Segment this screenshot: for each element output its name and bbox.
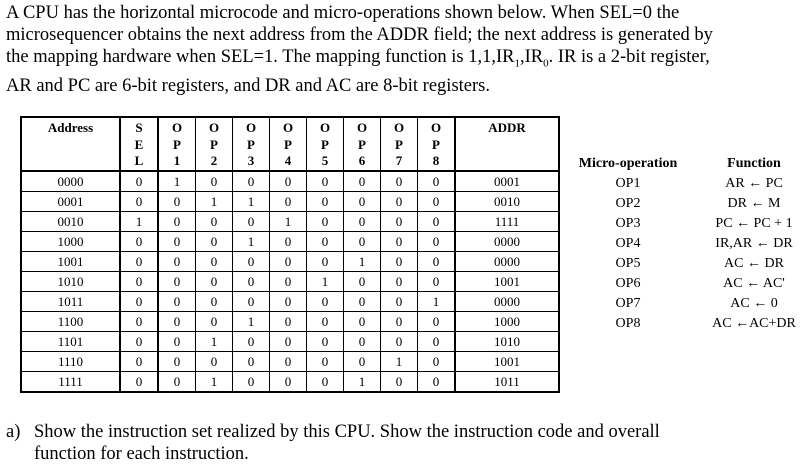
cell-sel: 1 bbox=[120, 211, 158, 231]
statement-line: AR and PC are 6-bit registers, and DR and AC are 8-bit registers. bbox=[6, 75, 490, 96]
microop-function: AC ← 0 bbox=[730, 296, 778, 311]
cell-op-bit: 0 bbox=[196, 211, 233, 231]
statement-line: microsequencer obtains the next address from the ADDR field; the next address is generated by bbox=[6, 25, 713, 45]
cell-sel: 0 bbox=[120, 371, 158, 392]
header-op4: O P 4 bbox=[270, 117, 307, 171]
cell-address: 0010 bbox=[21, 211, 120, 231]
microop-name: OP8 bbox=[615, 316, 641, 331]
microop-row bbox=[562, 214, 812, 234]
cell-op-bit: 0 bbox=[381, 331, 418, 351]
cell-op-bit: 0 bbox=[307, 311, 344, 331]
cell-op-bit: 0 bbox=[158, 271, 196, 291]
cell-next-addr: 0000 bbox=[455, 251, 559, 271]
problem-statement bbox=[6, 2, 806, 97]
cell-op-bit: 0 bbox=[381, 231, 418, 251]
cell-op-bit: 0 bbox=[307, 331, 344, 351]
cell-op-bit: 0 bbox=[418, 271, 456, 291]
cell-op-bit: 0 bbox=[307, 171, 344, 192]
cell-op-bit: 1 bbox=[233, 191, 270, 211]
table-row bbox=[21, 191, 559, 211]
cell-next-addr: 1001 bbox=[455, 351, 559, 371]
microop-row bbox=[562, 194, 812, 214]
question-line: Show the instruction set realized by this CPU. Show the instruction code and overall bbox=[34, 422, 660, 442]
cell-op-bit: 1 bbox=[158, 171, 196, 192]
cell-op-bit: 0 bbox=[307, 351, 344, 371]
cell-op-bit: 0 bbox=[196, 311, 233, 331]
microop-function: DR ← M bbox=[727, 196, 781, 211]
cell-next-addr: 1001 bbox=[455, 271, 559, 291]
cell-op-bit: 0 bbox=[307, 211, 344, 231]
cell-op-bit: 0 bbox=[233, 371, 270, 392]
cell-op-bit: 0 bbox=[344, 231, 381, 251]
cell-op-bit: 0 bbox=[233, 271, 270, 291]
cell-op-bit: 1 bbox=[196, 191, 233, 211]
cell-op-bit: 0 bbox=[344, 291, 381, 311]
cell-op-bit: 0 bbox=[418, 331, 456, 351]
cell-op-bit: 0 bbox=[158, 371, 196, 392]
cell-op-bit: 0 bbox=[270, 291, 307, 311]
cell-op-bit: 1 bbox=[344, 251, 381, 271]
cell-op-bit: 0 bbox=[418, 191, 456, 211]
cell-op-bit: 0 bbox=[196, 291, 233, 311]
microop-row bbox=[562, 234, 812, 254]
cell-address: 1001 bbox=[21, 251, 120, 271]
cell-op-bit: 0 bbox=[344, 171, 381, 192]
cell-next-addr: 0000 bbox=[455, 291, 559, 311]
cell-op-bit: 0 bbox=[270, 251, 307, 271]
header-microoperation: Micro-operation bbox=[578, 156, 678, 171]
cell-op-bit: 0 bbox=[381, 171, 418, 192]
microop-row bbox=[562, 294, 812, 314]
cell-next-addr: 1010 bbox=[455, 331, 559, 351]
statement-line: A CPU has the horizontal microcode and micro-operations shown below. When SEL=0 the bbox=[6, 3, 680, 23]
microop-function: PC ← PC + 1 bbox=[715, 216, 793, 231]
table-row bbox=[21, 251, 559, 271]
question-label: a) bbox=[6, 422, 21, 442]
cell-op-bit: 1 bbox=[381, 351, 418, 371]
cell-op-bit: 0 bbox=[270, 351, 307, 371]
header-op8: O P 8 bbox=[418, 117, 456, 171]
cell-op-bit: 0 bbox=[233, 351, 270, 371]
cell-op-bit: 1 bbox=[196, 331, 233, 351]
cell-op-bit: 0 bbox=[270, 371, 307, 392]
cell-op-bit: 1 bbox=[196, 371, 233, 392]
cell-op-bit: 1 bbox=[344, 371, 381, 392]
microop-row bbox=[562, 254, 812, 274]
cell-op-bit: 0 bbox=[158, 231, 196, 251]
cell-op-bit: 0 bbox=[196, 231, 233, 251]
cell-op-bit: 0 bbox=[344, 211, 381, 231]
microop-function: AC ←AC+DR bbox=[712, 316, 796, 331]
cell-address: 1110 bbox=[21, 351, 120, 371]
cell-op-bit: 0 bbox=[344, 191, 381, 211]
question-text bbox=[34, 421, 794, 465]
microop-function: AC ← DR bbox=[724, 256, 784, 271]
cell-op-bit: 0 bbox=[270, 331, 307, 351]
cell-next-addr: 1011 bbox=[455, 371, 559, 392]
cell-op-bit: 0 bbox=[344, 331, 381, 351]
cell-op-bit: 0 bbox=[418, 311, 456, 331]
cell-op-bit: 0 bbox=[270, 271, 307, 291]
microop-header-row bbox=[562, 154, 812, 174]
header-op3: O P 3 bbox=[233, 117, 270, 171]
cell-op-bit: 0 bbox=[233, 211, 270, 231]
microop-name: OP3 bbox=[615, 216, 641, 231]
cell-op-bit: 0 bbox=[158, 311, 196, 331]
cell-sel: 0 bbox=[120, 311, 158, 331]
cell-op-bit: 0 bbox=[307, 291, 344, 311]
cell-address: 0000 bbox=[21, 171, 120, 192]
header-addr: ADDR bbox=[455, 117, 559, 171]
cell-op-bit: 0 bbox=[270, 311, 307, 331]
cell-op-bit: 0 bbox=[158, 191, 196, 211]
cell-op-bit: 0 bbox=[418, 231, 456, 251]
microop-name: OP2 bbox=[615, 196, 641, 211]
table-row bbox=[21, 231, 559, 251]
cell-op-bit: 0 bbox=[158, 351, 196, 371]
cell-op-bit: 0 bbox=[196, 171, 233, 192]
cell-op-bit: 0 bbox=[418, 371, 456, 392]
header-op7: O P 7 bbox=[381, 117, 418, 171]
header-address: Address bbox=[21, 117, 120, 171]
cell-op-bit: 0 bbox=[196, 351, 233, 371]
cell-op-bit: 0 bbox=[307, 231, 344, 251]
cell-op-bit: 0 bbox=[418, 251, 456, 271]
microop-name: OP5 bbox=[615, 256, 641, 271]
cell-next-addr: 0001 bbox=[455, 171, 559, 192]
cell-address: 0001 bbox=[21, 191, 120, 211]
header-op5: O P 5 bbox=[307, 117, 344, 171]
cell-sel: 0 bbox=[120, 251, 158, 271]
cell-op-bit: 0 bbox=[381, 211, 418, 231]
cell-op-bit: 0 bbox=[418, 171, 456, 192]
header-op6: O P 6 bbox=[344, 117, 381, 171]
microop-name: OP6 bbox=[615, 276, 641, 291]
cell-sel: 0 bbox=[120, 331, 158, 351]
cell-address: 1101 bbox=[21, 331, 120, 351]
cell-op-bit: 0 bbox=[418, 211, 456, 231]
cell-address: 1111 bbox=[21, 371, 120, 392]
table-row bbox=[21, 171, 559, 192]
cell-op-bit: 1 bbox=[270, 211, 307, 231]
table-header-row bbox=[21, 117, 559, 171]
cell-op-bit: 0 bbox=[233, 291, 270, 311]
cell-op-bit: 0 bbox=[344, 351, 381, 371]
cell-op-bit: 0 bbox=[270, 231, 307, 251]
cell-sel: 0 bbox=[120, 291, 158, 311]
cell-op-bit: 0 bbox=[381, 271, 418, 291]
cell-op-bit: 0 bbox=[158, 331, 196, 351]
cell-op-bit: 0 bbox=[158, 211, 196, 231]
cell-op-bit: 1 bbox=[418, 291, 456, 311]
cell-op-bit: 0 bbox=[344, 271, 381, 291]
cell-op-bit: 0 bbox=[307, 251, 344, 271]
cell-op-bit: 0 bbox=[270, 191, 307, 211]
header-function: Function bbox=[727, 156, 781, 171]
cell-op-bit: 0 bbox=[344, 311, 381, 331]
table-row bbox=[21, 291, 559, 311]
cell-op-bit: 0 bbox=[381, 251, 418, 271]
microop-name: OP1 bbox=[615, 176, 641, 191]
cell-op-bit: 0 bbox=[270, 171, 307, 192]
cell-op-bit: 1 bbox=[233, 311, 270, 331]
microop-function: IR,AR ← DR bbox=[715, 236, 793, 251]
microop-function: AR ← PC bbox=[725, 176, 783, 191]
microop-row bbox=[562, 174, 812, 194]
cell-op-bit: 0 bbox=[418, 351, 456, 371]
microop-name: OP4 bbox=[615, 236, 641, 251]
cell-op-bit: 0 bbox=[196, 271, 233, 291]
table-row bbox=[21, 271, 559, 291]
table-row bbox=[21, 331, 559, 351]
cell-op-bit: 0 bbox=[233, 251, 270, 271]
cell-sel: 0 bbox=[120, 271, 158, 291]
cell-op-bit: 1 bbox=[233, 231, 270, 251]
cell-next-addr: 0010 bbox=[455, 191, 559, 211]
question-line: function for each instruction. bbox=[34, 444, 249, 464]
cell-op-bit: 1 bbox=[307, 271, 344, 291]
cell-sel: 0 bbox=[120, 351, 158, 371]
cell-next-addr: 1000 bbox=[455, 311, 559, 331]
header-op2: O P 2 bbox=[196, 117, 233, 171]
cell-op-bit: 0 bbox=[196, 251, 233, 271]
cell-op-bit: 0 bbox=[381, 191, 418, 211]
cell-next-addr: 1111 bbox=[455, 211, 559, 231]
cell-address: 1011 bbox=[21, 291, 120, 311]
cell-sel: 0 bbox=[120, 191, 158, 211]
statement-line: the mapping hardware when SEL=1. The mapping function is $1,1,IR_1,IR_0$. IR is a 2-bit register, bbox=[6, 47, 710, 70]
microop-row bbox=[562, 274, 812, 294]
table-row bbox=[21, 371, 559, 392]
cell-op-bit: 0 bbox=[307, 191, 344, 211]
microoperation-table bbox=[562, 154, 812, 334]
cell-op-bit: 0 bbox=[307, 371, 344, 392]
cell-op-bit: 0 bbox=[158, 291, 196, 311]
cell-address: 1100 bbox=[21, 311, 120, 331]
cell-op-bit: 0 bbox=[233, 331, 270, 351]
cell-op-bit: 0 bbox=[233, 171, 270, 192]
cell-sel: 0 bbox=[120, 231, 158, 251]
cell-op-bit: 0 bbox=[381, 371, 418, 392]
table-row bbox=[21, 311, 559, 331]
table-row bbox=[21, 351, 559, 371]
microop-function: AC ← AC' bbox=[723, 276, 785, 291]
cell-address: 1010 bbox=[21, 271, 120, 291]
microcode-table bbox=[20, 116, 560, 393]
cell-next-addr: 0000 bbox=[455, 231, 559, 251]
header-sel: S E L bbox=[120, 117, 158, 171]
cell-address: 1000 bbox=[21, 231, 120, 251]
microop-row bbox=[562, 314, 812, 334]
header-op1: O P 1 bbox=[158, 117, 196, 171]
cell-op-bit: 0 bbox=[381, 311, 418, 331]
cell-sel: 0 bbox=[120, 171, 158, 192]
microop-name: OP7 bbox=[615, 296, 641, 311]
table-row bbox=[21, 211, 559, 231]
cell-op-bit: 0 bbox=[381, 291, 418, 311]
cell-op-bit: 0 bbox=[158, 251, 196, 271]
